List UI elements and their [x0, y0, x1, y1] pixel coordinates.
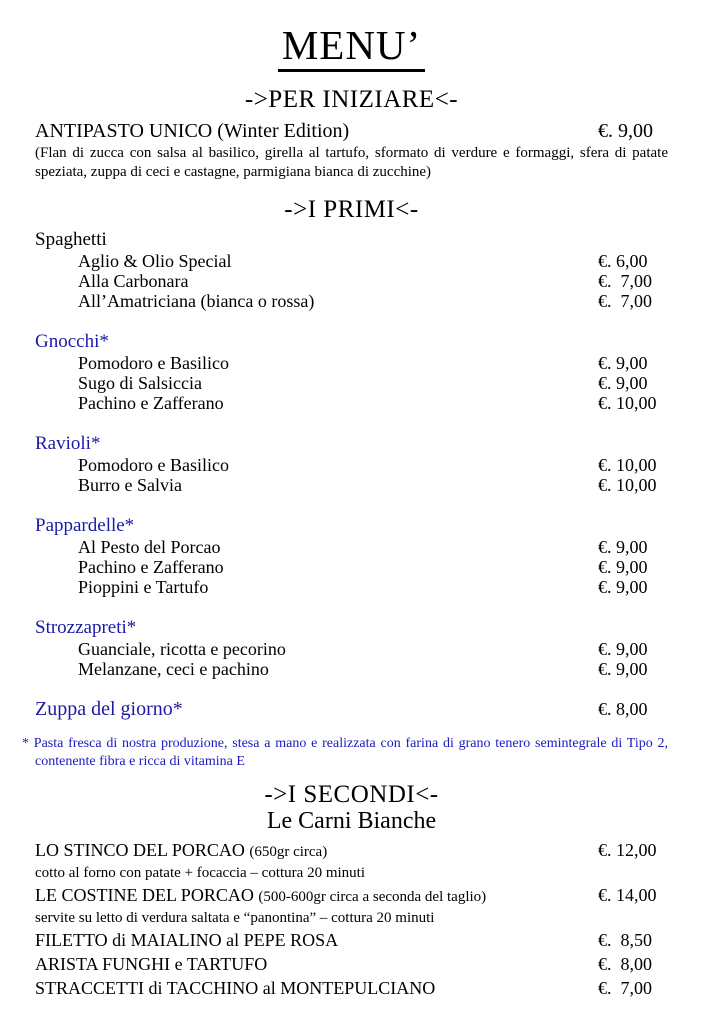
item-detail: (650gr circa): [249, 844, 328, 860]
item-price: €. 10,00: [598, 475, 657, 495]
menu-group-gnocchi: [35, 331, 668, 413]
item-price: €. 9,00: [598, 659, 648, 679]
menu-item-row: [35, 976, 668, 1000]
menu-item-row: [35, 455, 668, 475]
group-name: Strozzapreti*: [35, 617, 137, 638]
item-price: €. 9,00: [598, 120, 653, 142]
group-name: Ravioli*: [35, 433, 101, 454]
menu-item-row: [35, 952, 668, 976]
item-name: Aglio & Olio Special: [78, 251, 232, 271]
item-note: cotto al forno con patate + focaccia – cottura 20 minuti: [35, 865, 365, 881]
menu-item-row: [35, 475, 668, 495]
group-name: Pappardelle*: [35, 515, 135, 536]
item-name: ARISTA FUNGHI e TARTUFO: [35, 954, 268, 974]
page-title: MENU’: [278, 22, 425, 72]
item-name: Melanzane, ceci e pachino: [78, 659, 269, 679]
menu-item-row: [35, 838, 668, 864]
subheading-le-carni-bianche: Le Carni Bianche: [266, 808, 437, 834]
item-price: €. 10,00: [598, 393, 657, 413]
item-name-main: LO STINCO DEL PORCAO: [35, 840, 245, 860]
item-price: €. 12,00: [598, 840, 657, 860]
item-price: €. 7,00: [598, 291, 652, 311]
group-name: Spaghetti: [35, 229, 107, 250]
menu-item-row: [35, 928, 668, 952]
item-name: Sugo di Salsiccia: [78, 373, 202, 393]
item-price: €. 9,00: [598, 537, 648, 557]
item-price: €. 9,00: [598, 577, 648, 597]
fresh-pasta-footnote: * Pasta fresca di nostra produzione, stesa a mano e realizzata con farina di grano tenero semintegrale di Tipo 2, contenente fibra e ricca di vitamina E: [22, 736, 668, 769]
menu-item-row: [35, 557, 668, 577]
menu-item-row: [35, 639, 668, 659]
item-name: ANTIPASTO UNICO (Winter Edition): [35, 120, 350, 142]
menu-item-row: [35, 373, 668, 393]
item-name: Burro e Salvia: [78, 475, 182, 495]
item-price: €. 14,00: [598, 885, 657, 905]
item-name: Pioppini e Tartufo: [78, 577, 209, 597]
menu-item-row-antipasto: [35, 119, 668, 143]
item-price: €. 9,00: [598, 373, 648, 393]
item-price: €. 10,00: [598, 455, 657, 475]
menu-group-ravioli: [35, 433, 668, 495]
item-name: Pachino e Zafferano: [78, 557, 224, 577]
menu-group-pappardelle: [35, 515, 668, 597]
item-note: servite su letto di verdura saltata e “panontina” – cottura 20 minuti: [35, 910, 435, 926]
menu-item-row: [35, 577, 668, 597]
item-price: €. 6,00: [598, 251, 648, 271]
section-heading-i-primi: ->I PRIMI<-: [284, 196, 419, 223]
item-price: €. 8,00: [598, 954, 652, 974]
menu-item-row: [35, 291, 668, 311]
item-price: €. 8,00: [598, 699, 648, 719]
menu-item-row: [35, 251, 668, 271]
menu-item-row: [35, 537, 668, 557]
menu-group-strozzapreti: [35, 617, 668, 679]
item-name: Zuppa del giorno*: [35, 698, 183, 720]
group-name: Gnocchi*: [35, 331, 109, 352]
menu-item-row: [35, 393, 668, 413]
section-heading-i-secondi: ->I SECONDI<-: [264, 781, 439, 808]
item-description: (Flan di zucca con salsa al basilico, girella al tartufo, sformato di verdure e formaggi, sfera di patate speziata, zuppa di ceci e castagne, parmigiana bianca di zucchine): [35, 145, 668, 180]
item-name: Al Pesto del Porcao: [78, 537, 221, 557]
item-detail: (500-600gr circa a seconda del taglio): [258, 889, 487, 905]
item-price: €. 8,50: [598, 930, 652, 950]
item-name: Pachino e Zafferano: [78, 393, 224, 413]
menu-item-row-zuppa: [35, 699, 668, 719]
item-name: Alla Carbonara: [78, 271, 189, 291]
item-name-main: LE COSTINE DEL PORCAO: [35, 885, 254, 905]
menu-item-row: [35, 883, 668, 909]
menu-item-row: [35, 353, 668, 373]
menu-item-row: [35, 271, 668, 291]
item-price: €. 9,00: [598, 639, 648, 659]
item-name: [35, 838, 598, 864]
item-name: Pomodoro e Basilico: [78, 353, 229, 373]
item-name: [35, 883, 598, 909]
item-price: €. 7,00: [598, 978, 652, 998]
item-price: €. 9,00: [598, 353, 648, 373]
item-name: Guanciale, ricotta e pecorino: [78, 639, 286, 659]
item-price: €. 9,00: [598, 557, 648, 577]
menu-group-spaghetti: [35, 229, 668, 311]
section-heading-per-iniziare: ->PER INIZIARE<-: [244, 86, 459, 113]
item-name: FILETTO di MAIALINO al PEPE ROSA: [35, 930, 339, 950]
menu-item-row: [35, 659, 668, 679]
menu-title-wrap: [35, 22, 668, 72]
item-name: All’Amatriciana (bianca o rossa): [78, 291, 315, 311]
item-name: Pomodoro e Basilico: [78, 455, 229, 475]
item-name: STRACCETTI di TACCHINO al MONTEPULCIANO: [35, 978, 436, 998]
item-price: €. 7,00: [598, 271, 652, 291]
section-i-secondi: [35, 781, 668, 1000]
